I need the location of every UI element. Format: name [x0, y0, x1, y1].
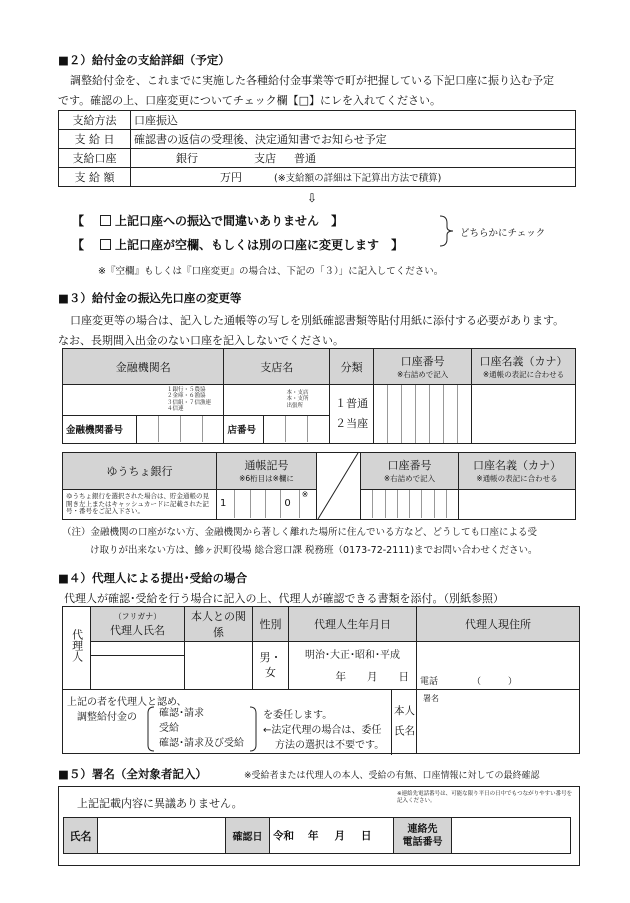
option-1[interactable]: 【 上記口座への振込で間違いありません 】: [72, 214, 344, 228]
era-options[interactable]: 明治･大正･昭和･平成: [305, 650, 400, 661]
agent-label: 代理人: [63, 607, 91, 690]
amount-unit: 万円: [220, 171, 242, 184]
section2-note: ※『空欄』もしくは『口座変更』の場合は、下記の「３）」に記入してください。: [98, 266, 444, 277]
bank-number-label: 金融機関番号: [63, 415, 137, 443]
row-value: 確認書の返信の受理後、決定通知書でお知らせ予定: [131, 130, 576, 149]
section2-para2: です。確認の上、口座変更についてチェック欄【□】にレを入れてください。: [58, 94, 441, 107]
section5-title: ■５）署名（全対象者記入）: [58, 767, 207, 781]
agent-table: [62, 606, 580, 754]
section3-para1: 口座変更等の場合は、記入した通帳等の写しを別紙確認書類等貼付用紙に添付する必要があります。: [70, 314, 565, 327]
birth-ymd: 年 月 日: [335, 671, 409, 683]
self-name-label: 氏名: [394, 725, 415, 737]
agent-name-label: 代理人氏名: [110, 623, 165, 637]
payment-table: [58, 110, 576, 187]
contact-label: 連絡先: [407, 823, 438, 835]
holder-subheader: ※通帳の表記に合わせる: [482, 370, 565, 379]
yucho-note: ゆうちょ銀行を選択された場合は、貯金通帳の見開き左上またはキャッシュカードに記載された記号・番号をご記入下さい。: [63, 489, 217, 519]
branch-number-boxes[interactable]: [264, 416, 329, 442]
type-toza[interactable]: ２当座: [335, 417, 369, 430]
yucho-holder-subheader: ※通帳の表記に合わせる: [476, 474, 558, 484]
delegate-line3: を委任します。: [263, 710, 333, 721]
account-type: 普通: [294, 152, 316, 165]
furigana-field[interactable]: [91, 642, 185, 656]
tel-note: ※連絡先電話番号は、可能な限り平日の日中でもつながりやすい番号を記入ください。: [397, 791, 573, 804]
bracket-right: [249, 706, 257, 752]
section2-title: ■２）給付金の支給詳細（予定）: [58, 53, 230, 67]
date-field[interactable]: 令和 年 月 日: [270, 818, 394, 854]
account-header: 口座番号: [400, 355, 445, 368]
phone-label: 電話番号: [402, 836, 443, 848]
checkbox-icon[interactable]: [100, 239, 111, 250]
yucho-holder-field[interactable]: [459, 489, 576, 519]
confirm-box: [58, 786, 580, 866]
row-label: 支給方法: [59, 111, 131, 130]
sex-label: 性別: [253, 607, 289, 642]
delegate-line1: 上記の者を代理人と認め、: [67, 697, 187, 708]
yucho-table: [62, 452, 576, 520]
yucho-holder-header: 口座名義（カナ）: [473, 459, 561, 473]
self-label: 本人: [394, 705, 415, 717]
branch-header: 支店名: [224, 349, 330, 385]
option-2[interactable]: 【 上記口座が空欄、もしくは別の口座に変更します 】: [72, 238, 404, 252]
down-arrow-icon: ⇩: [307, 191, 318, 205]
bank-number-boxes[interactable]: [137, 416, 223, 442]
amount-note: (※支給額の詳細は下記算出方法で積算): [274, 173, 442, 184]
section3-note1: （注）金融機関の口座がない方、金融機関から著しく離れた場所に住んでいる方など、どうしても口座による受: [62, 527, 538, 538]
tel-field[interactable]: （ ）: [472, 677, 518, 687]
type-header: 分類: [330, 349, 374, 385]
tel-label: 電話: [420, 677, 439, 687]
bank-table: [62, 348, 576, 444]
delegate-options[interactable]: 確認･請求 受給 確認･請求及び受給: [159, 708, 244, 749]
delegate-line2: 調整給付金の: [77, 712, 137, 723]
brace-icon: [438, 214, 458, 248]
section4-title: ■４）代理人による提出･受給の場合: [58, 571, 248, 585]
account-subheader: ※右詰めで記入: [396, 370, 449, 379]
date-label: 確認日: [226, 818, 270, 854]
account-digit-boxes[interactable]: [374, 385, 471, 443]
holder-header: 口座名義（カナ）: [479, 355, 568, 368]
passbook-digit-boxes[interactable]: 1 0 ※: [217, 490, 316, 518]
name-field[interactable]: [98, 818, 226, 854]
section4-para: 代理人が確認･受給を行う場合に記入の上、代理人が確認できる書類を添付。（別紙参照）: [64, 592, 504, 605]
section3-title: ■３）給付金の振込先口座の変更等: [58, 291, 242, 305]
bank-label: 銀行: [176, 152, 198, 165]
bracket-left: [147, 706, 155, 752]
confirm-text: 上記記載内容に異議ありません。: [77, 797, 243, 810]
bank-type-options: １銀行・５農協 ２金庫・６漁協 ３信組・７信漁連 ４信連: [63, 385, 224, 416]
holder-field[interactable]: [472, 385, 576, 444]
sex-field[interactable]: 男・女: [253, 642, 289, 690]
row-label: 支 給 額: [59, 168, 131, 187]
relation-field[interactable]: [185, 642, 253, 690]
yucho-account-subheader: ※右詰めで記入: [383, 474, 436, 484]
delegate-line5: 方法の選択は不要です。: [275, 740, 385, 751]
either-check: どちらかにチェック: [460, 228, 546, 239]
bank-header: 金融機関名: [63, 349, 224, 385]
passbook-subheader: ※6桁目は※欄に: [239, 474, 294, 484]
section5-subtitle: ※受給者または代理人の本人、受給の有無、口座情報に対しての最終確認: [244, 771, 540, 781]
type-futsu[interactable]: １普通: [335, 397, 369, 410]
section3-note2: け取りが出来ない方は、鰺ヶ沢町役場 総合窓口課 税務班（0173-72-2111)までお問い合わせください。: [90, 545, 538, 556]
delegate-line4: ←法定代理の場合は、委任: [263, 725, 382, 736]
branch-type-options: 本・支店 本・支所 出張所: [224, 385, 330, 416]
name-label: 氏名: [64, 818, 98, 854]
relation-label: 本人との関係: [185, 607, 253, 642]
passbook-header: 通帳記号: [244, 459, 289, 473]
branch-number-label: 店番号: [224, 415, 264, 443]
yucho-account-boxes[interactable]: [361, 490, 458, 518]
signature-field[interactable]: 署名: [417, 690, 580, 754]
yucho-account-header: 口座番号: [387, 459, 432, 473]
furigana-label: （フリガナ）: [113, 611, 162, 621]
diagonal-slash: [317, 453, 359, 519]
address-label: 代理人現住所: [417, 607, 580, 642]
row-label: 支 給 日: [59, 130, 131, 149]
row-value: 口座振込: [131, 111, 576, 130]
sign-table: [63, 817, 571, 854]
agent-name-field[interactable]: [91, 656, 185, 690]
row-label: 支給口座: [59, 149, 131, 168]
phone-field[interactable]: [452, 818, 571, 854]
birth-label: 代理人生年月日: [289, 607, 417, 642]
checkbox-icon[interactable]: [100, 215, 111, 226]
branch-label: 支店: [254, 152, 276, 165]
yucho-header: ゆうちょ銀行: [63, 453, 217, 490]
section3-para2: なお、長期間入出金のない口座を記入しないでください。: [58, 334, 344, 347]
section2-para1: 調整給付金を、これまでに実施した各種給付金事業等で町が把握している下記口座に振り込む予定: [70, 74, 554, 87]
